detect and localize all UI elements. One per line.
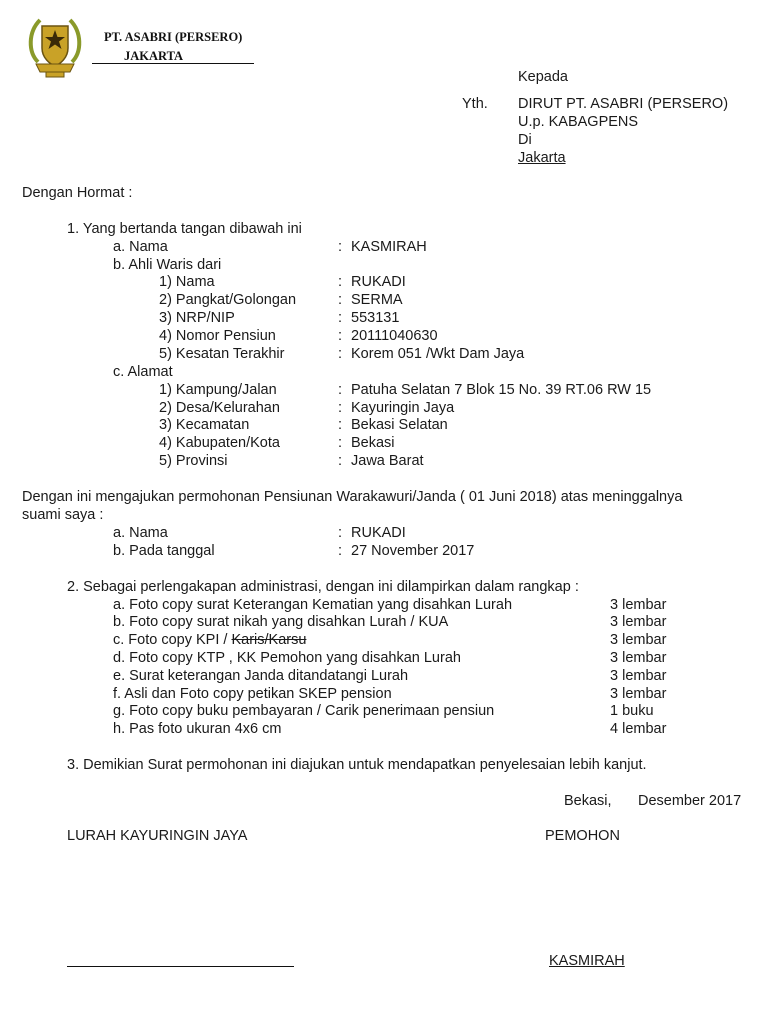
colon: : bbox=[338, 274, 343, 290]
asabri-emblem-icon bbox=[26, 12, 84, 80]
colon: : bbox=[338, 453, 343, 469]
greeting: Dengan Hormat : bbox=[22, 185, 133, 201]
recipient-kepada: Kepada bbox=[518, 69, 568, 85]
ahli-waris-row-label: 5) Kesatan Terakhir bbox=[159, 346, 285, 362]
ahli-waris-row-value: Korem 051 /Wkt Dam Jaya bbox=[351, 346, 525, 362]
alamat-row-label: 1) Kampung/Jalan bbox=[159, 382, 277, 398]
alamat-row-label: 5) Provinsi bbox=[159, 453, 228, 469]
signature-left-line bbox=[67, 966, 294, 967]
colon: : bbox=[338, 239, 343, 255]
ahli-waris-row-label: 1) Nama bbox=[159, 274, 215, 290]
attachment-qty: 3 lembar bbox=[610, 668, 667, 684]
section3-text: 3. Demikian Surat permohonan ini diajukan untuk mendapatkan penyelesaian lebih kanjut. bbox=[67, 757, 647, 773]
signature-right-title: PEMOHON bbox=[545, 828, 620, 844]
alamat-row-value: Jawa Barat bbox=[351, 453, 424, 469]
header-underline bbox=[92, 63, 254, 64]
alamat-row-value: Kayuringin Jaya bbox=[351, 400, 455, 416]
attachment-text: h. Pas foto ukuran 4x6 cm bbox=[113, 721, 282, 737]
attachment-qty: 3 lembar bbox=[610, 632, 667, 648]
ahli-waris-row-label: 2) Pangkat/Golongan bbox=[159, 292, 297, 308]
ahli-waris-row-label: 3) NRP/NIP bbox=[159, 310, 235, 326]
attachment-text: c. Foto copy KPI / bbox=[113, 632, 232, 648]
company-city: JAKARTA bbox=[124, 49, 184, 63]
ahli-waris-row-value: 553131 bbox=[351, 310, 400, 326]
attachment-text: g. Foto copy buku pembayaran / Carik penerimaan pensiun bbox=[113, 703, 495, 719]
colon: : bbox=[338, 292, 343, 308]
attachment-qty: 3 lembar bbox=[610, 650, 667, 666]
colon: : bbox=[338, 328, 343, 344]
paragraph-line1: Dengan ini mengajukan permohonan Pensiunan Warakawuri/Janda ( 01 Juni 2018) atas meninggalnya bbox=[22, 489, 683, 505]
colon: : bbox=[338, 346, 343, 362]
alamat-row-label: 4) Kabupaten/Kota bbox=[159, 435, 280, 451]
attachment-text: f. Asli dan Foto copy petikan SKEP pension bbox=[113, 686, 392, 702]
closing-date: Desember 2017 bbox=[638, 793, 742, 809]
nama-label: a. Nama bbox=[113, 239, 168, 255]
colon: : bbox=[338, 435, 343, 451]
signature-right-name: KASMIRAH bbox=[549, 953, 625, 969]
attachment-qty: 3 lembar bbox=[610, 686, 667, 702]
paragraph-item-label: b. Pada tanggal bbox=[113, 543, 215, 559]
colon: : bbox=[338, 417, 343, 433]
section2-heading: 2. Sebagai perlengakapan administrasi, dengan ini dilampirkan dalam rangkap : bbox=[67, 579, 579, 595]
recipient-line2: U.p. KABAGPENS bbox=[518, 114, 639, 130]
paragraph-item-value: 27 November 2017 bbox=[351, 543, 475, 559]
paragraph-item-value: RUKADI bbox=[351, 525, 406, 541]
ahli-waris-row-value: SERMA bbox=[351, 292, 403, 308]
recipient-line1: DIRUT PT. ASABRI (PERSERO) bbox=[518, 96, 729, 112]
alamat-row-value: Patuha Selatan 7 Blok 15 No. 39 RT.06 RW 15 bbox=[351, 382, 652, 398]
alamat-row-value: Bekasi bbox=[351, 435, 395, 451]
alamat-row-label: 2) Desa/Kelurahan bbox=[159, 400, 280, 416]
alamat-row-label: 3) Kecamatan bbox=[159, 417, 250, 433]
attachment-qty: 3 lembar bbox=[610, 597, 667, 613]
attachment-text: a. Foto copy surat Keterangan Kematian yang disahkan Lurah bbox=[113, 597, 513, 613]
colon: : bbox=[338, 525, 343, 541]
recipient-yth: Yth. bbox=[462, 96, 488, 112]
closing-place: Bekasi, bbox=[564, 793, 612, 809]
attachment-text: d. Foto copy KTP , KK Pemohon yang disahkan Lurah bbox=[113, 650, 461, 666]
attachment-qty: 4 lembar bbox=[610, 721, 667, 737]
signature-left-title: LURAH KAYURINGIN JAYA bbox=[67, 828, 248, 844]
colon: : bbox=[338, 543, 343, 559]
company-name: PT. ASABRI (PERSERO) bbox=[104, 30, 243, 44]
alamat-row-value: Bekasi Selatan bbox=[351, 417, 448, 433]
ahli-waris-row-value: RUKADI bbox=[351, 274, 406, 290]
nama-value: KASMIRAH bbox=[351, 239, 427, 255]
attachment-strikethrough: Karis/Karsu bbox=[231, 632, 307, 648]
ahli-waris-row-value: 20111040630 bbox=[351, 328, 438, 344]
attachment-qty: 1 buku bbox=[610, 703, 654, 719]
recipient-line4: Jakarta bbox=[518, 150, 566, 166]
colon: : bbox=[338, 400, 343, 416]
paragraph-line2: suami saya : bbox=[22, 507, 104, 523]
paragraph-item-label: a. Nama bbox=[113, 525, 168, 541]
ahli-waris-row-label: 4) Nomor Pensiun bbox=[159, 328, 276, 344]
colon: : bbox=[338, 310, 343, 326]
colon: : bbox=[338, 382, 343, 398]
attachment-text: b. Foto copy surat nikah yang disahkan Lurah / KUA bbox=[113, 614, 449, 630]
section1-heading: 1. Yang bertanda tangan dibawah ini bbox=[67, 221, 302, 237]
attachment-item bbox=[113, 631, 306, 649]
alamat-label: c. Alamat bbox=[113, 364, 173, 380]
attachment-qty: 3 lembar bbox=[610, 614, 667, 630]
recipient-line3: Di bbox=[518, 132, 532, 148]
attachment-text: e. Surat keterangan Janda ditandatangi Lurah bbox=[113, 668, 409, 684]
ahli-waris-label: b. Ahli Waris dari bbox=[113, 257, 222, 273]
